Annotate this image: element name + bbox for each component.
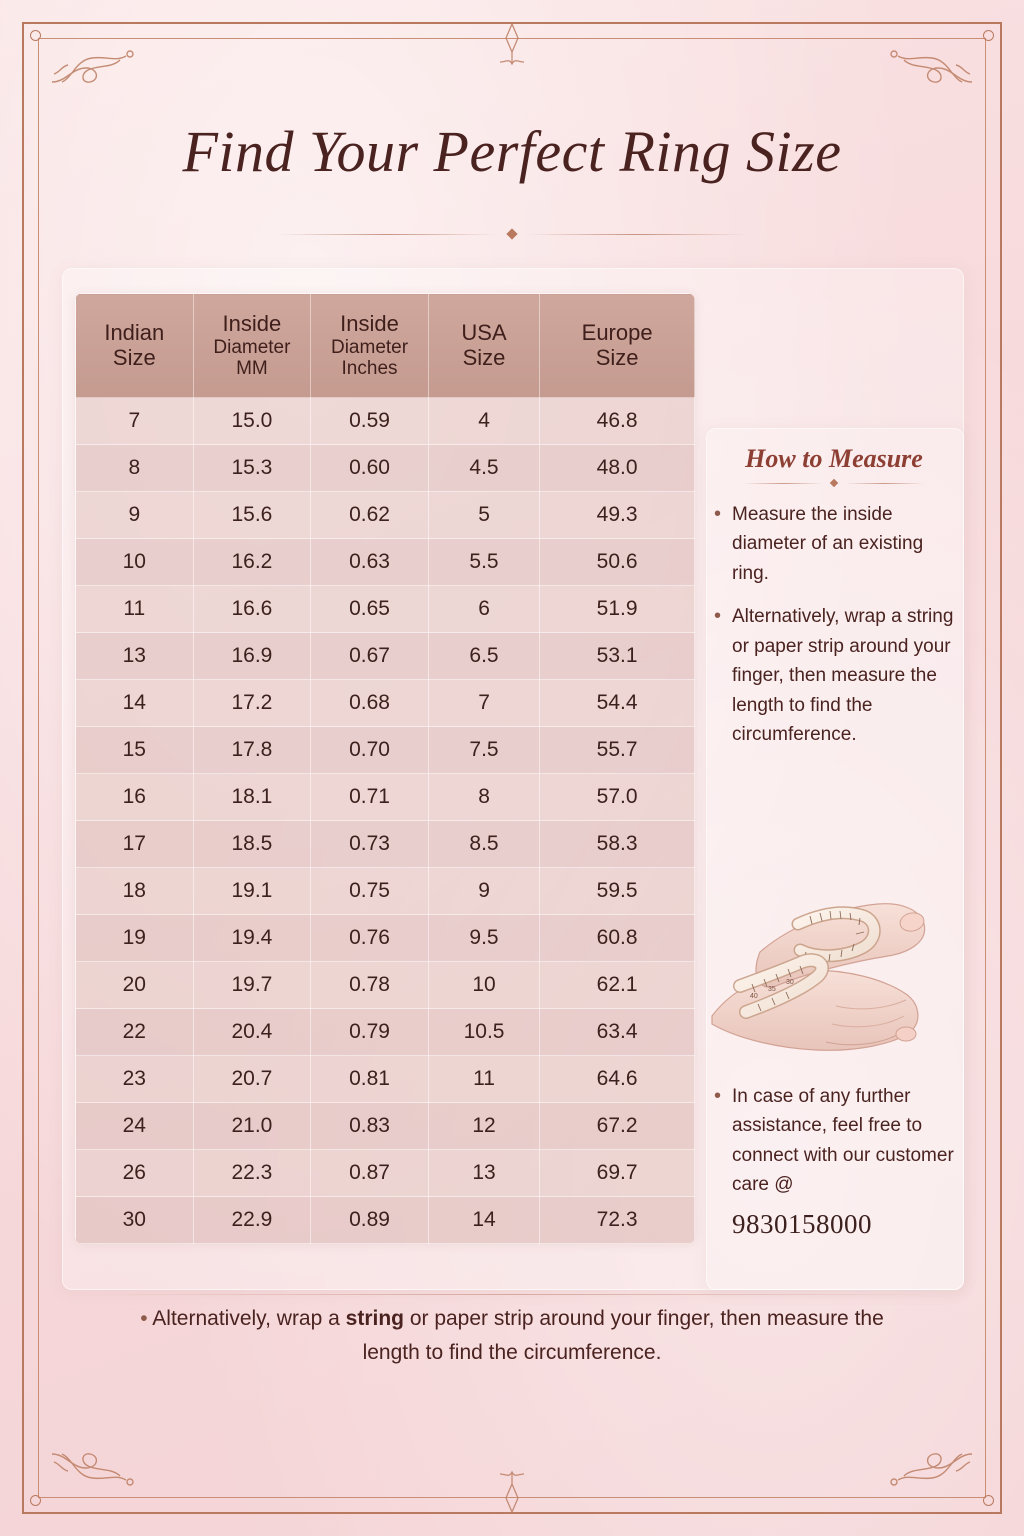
footer-divider bbox=[90, 1294, 934, 1295]
cell-inches: 0.78 bbox=[311, 962, 429, 1009]
cell-indian-size: 13 bbox=[76, 633, 194, 680]
bullet-icon: • bbox=[140, 1307, 148, 1330]
table-body bbox=[76, 398, 695, 1244]
cell-indian-size: 7 bbox=[76, 398, 194, 445]
cell-usa: 11 bbox=[428, 1056, 539, 1103]
divider-line bbox=[845, 483, 924, 484]
table-row bbox=[76, 1056, 695, 1103]
footer-text-bold: string bbox=[345, 1307, 404, 1330]
cell-europe: 50.6 bbox=[540, 539, 695, 586]
cell-inches: 0.63 bbox=[311, 539, 429, 586]
cell-indian-size: 30 bbox=[76, 1197, 194, 1244]
cell-usa: 5 bbox=[428, 492, 539, 539]
cell-inches: 0.73 bbox=[311, 821, 429, 868]
cell-usa: 8 bbox=[428, 774, 539, 821]
table-row bbox=[76, 868, 695, 915]
svg-text:35: 35 bbox=[768, 986, 776, 993]
cell-usa: 10 bbox=[428, 962, 539, 1009]
cell-inches: 0.68 bbox=[311, 680, 429, 727]
howto-divider bbox=[744, 480, 924, 486]
cell-europe: 60.8 bbox=[540, 915, 695, 962]
how-to-measure-list bbox=[714, 500, 954, 750]
svg-text:40: 40 bbox=[750, 993, 758, 1000]
cell-europe: 59.5 bbox=[540, 868, 695, 915]
how-to-measure-title: How to Measure bbox=[745, 444, 923, 473]
column-header-inside-diameter-mm: Inside Diameter MM bbox=[193, 294, 311, 398]
cell-mm: 16.6 bbox=[193, 586, 311, 633]
cell-europe: 49.3 bbox=[540, 492, 695, 539]
list-item bbox=[714, 1082, 958, 1246]
cell-inches: 0.75 bbox=[311, 868, 429, 915]
diamond-icon bbox=[830, 479, 838, 487]
cell-inches: 0.67 bbox=[311, 633, 429, 680]
cell-indian-size: 11 bbox=[76, 586, 194, 633]
divider-line bbox=[277, 234, 498, 235]
diamond-icon bbox=[506, 228, 517, 239]
cell-inches: 0.71 bbox=[311, 774, 429, 821]
column-header-inside-diameter-inches: Inside Diameter Inches bbox=[311, 294, 429, 398]
how-to-measure-section bbox=[714, 444, 954, 764]
title-divider bbox=[277, 230, 747, 238]
cell-inches: 0.60 bbox=[311, 445, 429, 492]
cell-europe: 63.4 bbox=[540, 1009, 695, 1056]
cell-usa: 13 bbox=[428, 1150, 539, 1197]
customer-care-section bbox=[714, 1082, 958, 1246]
column-header-usa-size: USA Size bbox=[428, 294, 539, 398]
cell-europe: 53.1 bbox=[540, 633, 695, 680]
cell-indian-size: 23 bbox=[76, 1056, 194, 1103]
cell-europe: 46.8 bbox=[540, 398, 695, 445]
ring-size-table bbox=[75, 293, 695, 1244]
cell-mm: 15.3 bbox=[193, 445, 311, 492]
cell-inches: 0.83 bbox=[311, 1103, 429, 1150]
cell-indian-size: 20 bbox=[76, 962, 194, 1009]
cell-mm: 17.2 bbox=[193, 680, 311, 727]
table-row bbox=[76, 633, 695, 680]
corner-dot-icon bbox=[30, 30, 41, 41]
cell-inches: 0.81 bbox=[311, 1056, 429, 1103]
cell-inches: 0.65 bbox=[311, 586, 429, 633]
cell-inches: 0.70 bbox=[311, 727, 429, 774]
center-flourish-icon bbox=[482, 1459, 542, 1518]
cell-europe: 57.0 bbox=[540, 774, 695, 821]
corner-dot-icon bbox=[983, 30, 994, 41]
table-header-row bbox=[76, 294, 695, 398]
cell-europe: 48.0 bbox=[540, 445, 695, 492]
cell-mm: 18.1 bbox=[193, 774, 311, 821]
column-header-europe-size: Europe Size bbox=[540, 294, 695, 398]
footer-text-before: Alternatively, wrap a bbox=[152, 1307, 346, 1330]
cell-indian-size: 14 bbox=[76, 680, 194, 727]
cell-indian-size: 16 bbox=[76, 774, 194, 821]
customer-care-text: In case of any further assistance, feel free to connect with our customer care @ bbox=[732, 1086, 954, 1196]
list-item: • Measure the inside diameter of an existing ring. bbox=[714, 500, 954, 588]
cell-europe: 69.7 bbox=[540, 1150, 695, 1197]
cell-inches: 0.89 bbox=[311, 1197, 429, 1244]
cell-usa: 9 bbox=[428, 868, 539, 915]
cell-indian-size: 8 bbox=[76, 445, 194, 492]
cell-usa: 6.5 bbox=[428, 633, 539, 680]
cell-indian-size: 22 bbox=[76, 1009, 194, 1056]
cell-mm: 18.5 bbox=[193, 821, 311, 868]
customer-care-phone[interactable]: 9830158000 bbox=[732, 1208, 872, 1239]
cell-usa: 10.5 bbox=[428, 1009, 539, 1056]
cell-europe: 54.4 bbox=[540, 680, 695, 727]
cell-usa: 4.5 bbox=[428, 445, 539, 492]
cell-indian-size: 26 bbox=[76, 1150, 194, 1197]
cell-europe: 67.2 bbox=[540, 1103, 695, 1150]
cell-mm: 20.7 bbox=[193, 1056, 311, 1103]
cell-usa: 7 bbox=[428, 680, 539, 727]
cell-mm: 16.9 bbox=[193, 633, 311, 680]
table-row bbox=[76, 586, 695, 633]
table-row bbox=[76, 727, 695, 774]
cell-usa: 14 bbox=[428, 1197, 539, 1244]
cell-indian-size: 10 bbox=[76, 539, 194, 586]
cell-usa: 8.5 bbox=[428, 821, 539, 868]
table-row bbox=[76, 915, 695, 962]
table-row bbox=[76, 1009, 695, 1056]
cell-mm: 19.7 bbox=[193, 962, 311, 1009]
corner-flourish-icon bbox=[46, 1441, 141, 1498]
cell-indian-size: 18 bbox=[76, 868, 194, 915]
cell-mm: 20.4 bbox=[193, 1009, 311, 1056]
cell-usa: 6 bbox=[428, 586, 539, 633]
corner-flourish-icon bbox=[883, 38, 978, 95]
footer-note bbox=[110, 1302, 914, 1369]
cell-mm: 21.0 bbox=[193, 1103, 311, 1150]
divider-line bbox=[526, 234, 747, 235]
corner-flourish-icon bbox=[883, 1441, 978, 1498]
page-title: Find Your Perfect Ring Size bbox=[182, 119, 842, 184]
cell-mm: 15.6 bbox=[193, 492, 311, 539]
customer-care-list bbox=[714, 1082, 958, 1246]
table-row bbox=[76, 774, 695, 821]
cell-mm: 17.8 bbox=[193, 727, 311, 774]
cell-usa: 4 bbox=[428, 398, 539, 445]
corner-flourish-icon bbox=[46, 38, 141, 95]
hand-measuring-tape-illustration bbox=[706, 866, 962, 1078]
cell-europe: 51.9 bbox=[540, 586, 695, 633]
cell-europe: 58.3 bbox=[540, 821, 695, 868]
cell-usa: 7.5 bbox=[428, 727, 539, 774]
cell-indian-size: 9 bbox=[76, 492, 194, 539]
cell-mm: 19.1 bbox=[193, 868, 311, 915]
cell-europe: 62.1 bbox=[540, 962, 695, 1009]
table-row bbox=[76, 398, 695, 445]
footer-text-after: or paper strip around your finger, then measure the length to find the circumference. bbox=[362, 1307, 884, 1364]
cell-indian-size: 19 bbox=[76, 915, 194, 962]
list-item: • Alternatively, wrap a string or paper strip around your finger, then measure the length to find the circumference. bbox=[714, 602, 954, 749]
cell-mm: 22.3 bbox=[193, 1150, 311, 1197]
table-row bbox=[76, 1103, 695, 1150]
corner-dot-icon bbox=[30, 1495, 41, 1506]
center-flourish-icon bbox=[482, 18, 542, 77]
cell-usa: 12 bbox=[428, 1103, 539, 1150]
column-header-indian-size: Indian Size bbox=[76, 294, 194, 398]
cell-mm: 19.4 bbox=[193, 915, 311, 962]
cell-indian-size: 17 bbox=[76, 821, 194, 868]
cell-inches: 0.62 bbox=[311, 492, 429, 539]
table-row bbox=[76, 680, 695, 727]
cell-mm: 22.9 bbox=[193, 1197, 311, 1244]
ring-size-table-container bbox=[75, 293, 695, 1244]
cell-inches: 0.76 bbox=[311, 915, 429, 962]
table-row bbox=[76, 492, 695, 539]
cell-europe: 64.6 bbox=[540, 1056, 695, 1103]
table-row bbox=[76, 539, 695, 586]
cell-europe: 72.3 bbox=[540, 1197, 695, 1244]
cell-usa: 5.5 bbox=[428, 539, 539, 586]
cell-inches: 0.79 bbox=[311, 1009, 429, 1056]
cell-indian-size: 15 bbox=[76, 727, 194, 774]
cell-europe: 55.7 bbox=[540, 727, 695, 774]
cell-mm: 16.2 bbox=[193, 539, 311, 586]
table-row bbox=[76, 962, 695, 1009]
table-row bbox=[76, 1150, 695, 1197]
table-row bbox=[76, 445, 695, 492]
divider-line bbox=[744, 483, 823, 484]
table-row bbox=[76, 1197, 695, 1244]
cell-mm: 15.0 bbox=[193, 398, 311, 445]
svg-text:30: 30 bbox=[786, 979, 794, 986]
cell-inches: 0.87 bbox=[311, 1150, 429, 1197]
corner-dot-icon bbox=[983, 1495, 994, 1506]
cell-inches: 0.59 bbox=[311, 398, 429, 445]
cell-usa: 9.5 bbox=[428, 915, 539, 962]
cell-indian-size: 24 bbox=[76, 1103, 194, 1150]
table-row bbox=[76, 821, 695, 868]
